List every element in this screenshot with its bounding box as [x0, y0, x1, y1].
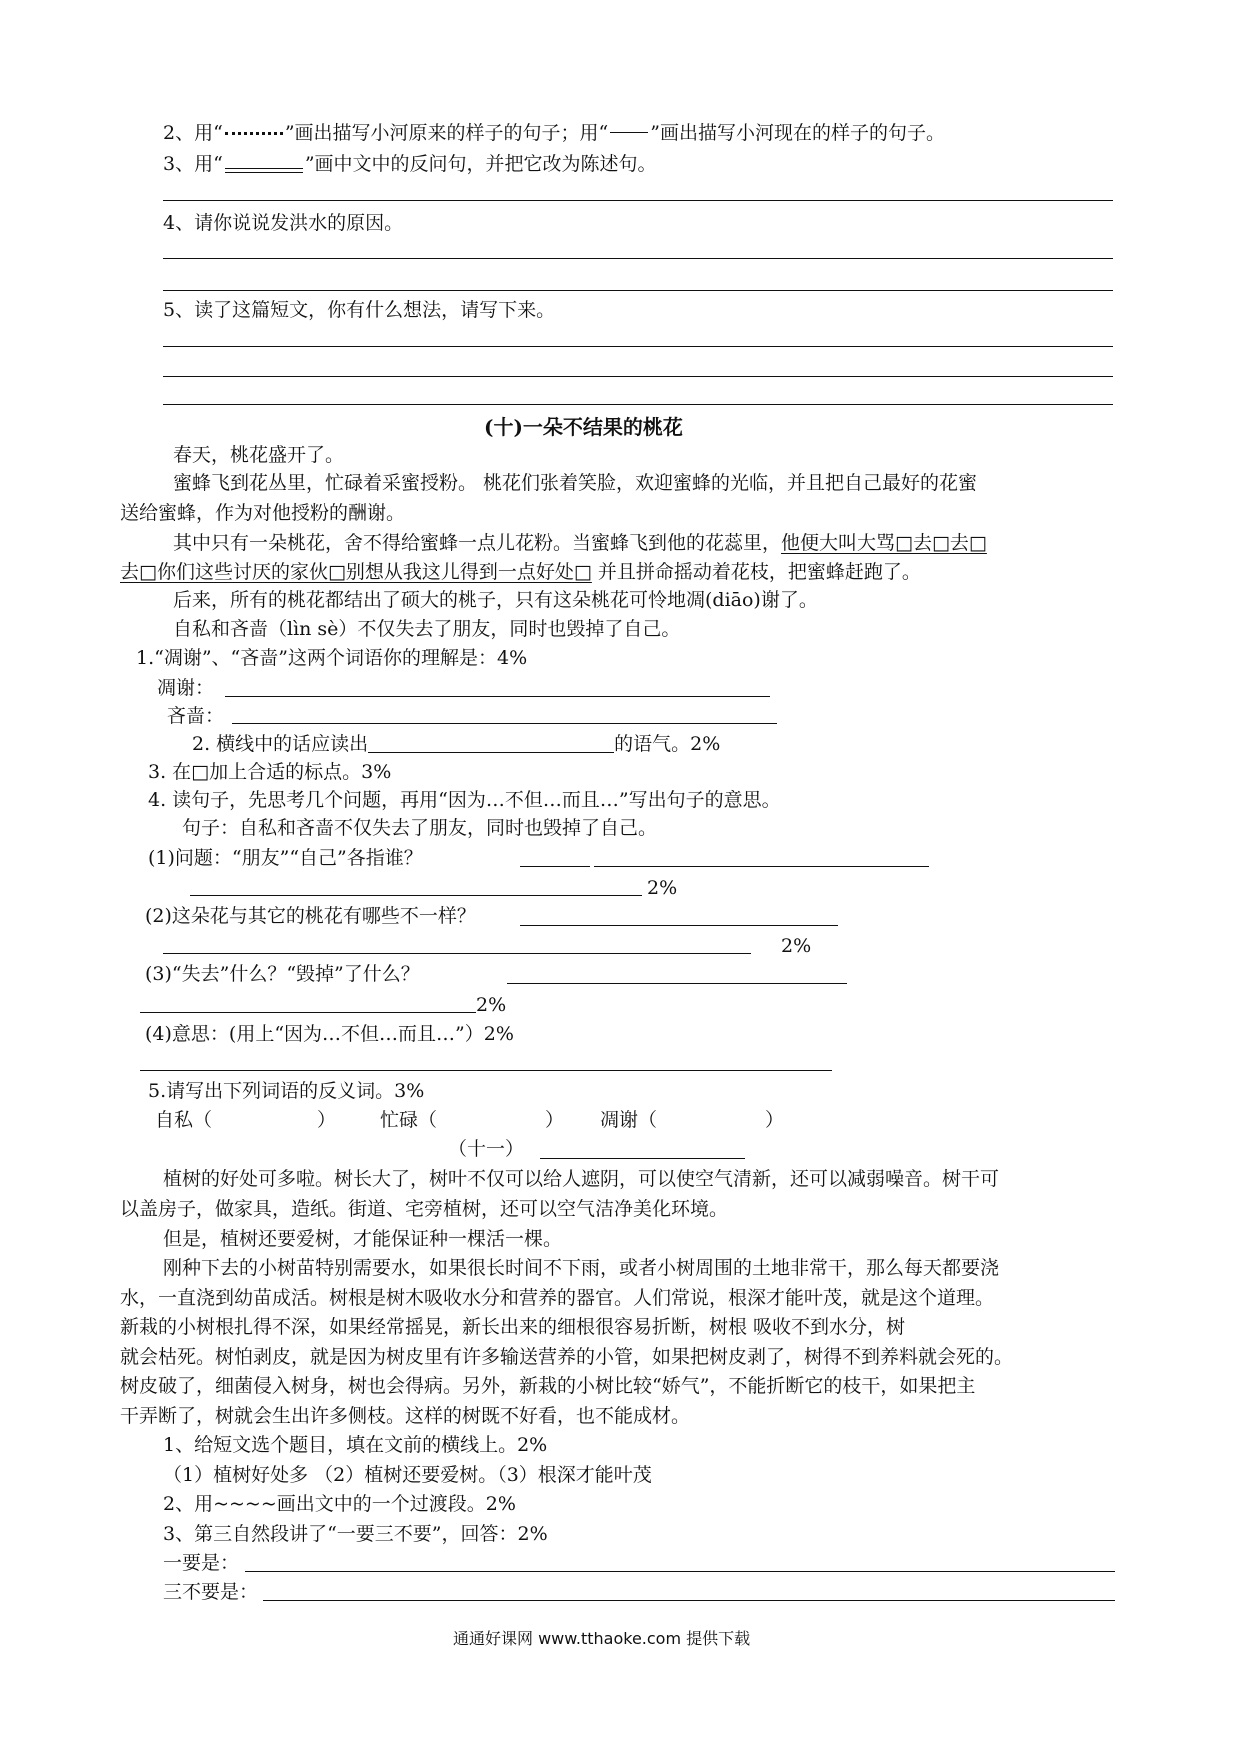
answer-line[interactable] [594, 866, 929, 867]
paragraph: 就会枯死。树怕剥皮，就是因为树皮里有许多输送营养的小管，如果把树皮剥了，树得不到养料就会死的。 [120, 1346, 1014, 1368]
answer-line[interactable] [140, 1070, 832, 1071]
tone-blank[interactable] [368, 732, 614, 753]
s11-question-1: 1、给短文选个题目，填在文前的横线上。2% [163, 1434, 548, 1456]
antonym-item: 忙碌（ ） [380, 1109, 565, 1131]
s11-question-2: 2、用~~~~画出文中的一个过渡段。2% [163, 1493, 516, 1515]
s10-q4-sentence: 句子：自私和吝啬不仅失去了朋友，同时也毁掉了自己。 [182, 817, 658, 839]
s10-q4-2: (2)这朵花与其它的桃花有哪些不一样？ [145, 905, 476, 927]
s10-q4-4: (4)意思：(用上“因为…不但…而且…”）2% [145, 1023, 514, 1045]
wavy-line-mark [225, 122, 283, 135]
answer-line[interactable] [245, 1571, 1115, 1572]
answer-line[interactable] [232, 723, 777, 724]
question-2: 2、用“ ”画出描写小河原来的样子的句子；用“ ”画出描写小河现在的样子的句子。 [163, 122, 945, 144]
question-4: 4、请你说说发洪水的原因。 [163, 212, 404, 234]
antonym-item: 凋谢（ ） [600, 1109, 785, 1131]
answer-line[interactable] [163, 258, 1113, 259]
paragraph: 刚种下去的小树苗特别需要水，如果很长时间不下雨，或者小树周围的土地非常干，那么每天都要浇 [163, 1257, 1000, 1279]
s11-q3-label-a: 一要是： [163, 1552, 240, 1574]
answer-line[interactable] [225, 696, 770, 697]
paragraph: 新栽的小树根扎得不深，如果经常摇晃，新长出来的细根很容易折断，树根 吸收不到水分，树 [120, 1316, 906, 1338]
answer-line[interactable] [163, 290, 1113, 291]
answer-line[interactable] [520, 925, 838, 926]
answer-line[interactable] [263, 1600, 1115, 1601]
answer-line[interactable] [163, 376, 1113, 377]
underlined-sentence: 去□你们这些讨厌的家伙□别想从我这儿得到一点好处□ [120, 561, 592, 583]
antonym-item: 自私（ ） [155, 1109, 337, 1131]
s10-question-2: 2. 横线中的话应读出 的语气。2% [192, 733, 721, 755]
paragraph: 后来，所有的桃花都结出了硕大的桃子，只有这朵桃花可怜地凋(diāo)谢了。 [173, 589, 818, 611]
paragraph: 以盖房子，做家具，造纸。街道、宅旁植树，还可以空气洁净美化环境。 [120, 1198, 729, 1220]
paragraph: 去□你们这些讨厌的家伙□别想从我这儿得到一点好处□ 并且拼命摇动着花枝，把蜜蜂赶跑了。 [120, 561, 921, 583]
answer-line[interactable] [163, 953, 751, 954]
s10-q1-label-b: 吝啬： [167, 705, 225, 727]
answer-line[interactable] [140, 1012, 476, 1013]
answer-line[interactable] [190, 895, 642, 896]
section-10-title: (十)一朵不结果的桃花 [484, 415, 683, 439]
score: 2% [647, 877, 678, 899]
paragraph: 送给蜜蜂，作为对他授粉的酬谢。 [120, 502, 406, 524]
paragraph: 但是，植树还要爱树，才能保证种一棵活一棵。 [163, 1228, 563, 1250]
section-11-title: （十一） [448, 1138, 525, 1160]
s10-q4-1: (1)问题：“朋友”“自己”各指谁？ [148, 847, 423, 869]
s10-question-5: 5.请写出下列词语的反义词。3% [148, 1080, 425, 1102]
double-line-mark [225, 168, 303, 173]
s10-question-1: 1.“凋谢”、“吝啬”这两个词语你的理解是：4% [136, 647, 528, 669]
s11-q1-options: （1）植树好处多 （2）植树还要爱树。（3）根深才能叶茂 [163, 1464, 652, 1486]
answer-line[interactable] [163, 404, 1113, 405]
s10-question-3: 3. 在□加上合适的标点。3% [148, 761, 392, 783]
paragraph: 干弄断了，树就会生出许多侧枝。这样的树既不好看，也不能成材。 [120, 1405, 691, 1427]
paragraph: 春天，桃花盛开了。 [173, 444, 345, 466]
question-3: 3、用“ ”画中文中的反问句，并把它改为陈述句。 [163, 153, 657, 175]
answer-line[interactable] [163, 346, 1113, 347]
s11-q3-label-b: 三不要是： [163, 1581, 259, 1603]
s10-question-4: 4. 读句子，先思考几个问题，再用“因为…不但…而且…”写出句子的意思。 [148, 789, 781, 811]
straight-line-mark [610, 132, 648, 133]
paragraph: 蜜蜂飞到花丛里，忙碌着采蜜授粉。 桃花们张着笑脸，欢迎蜜蜂的光临，并且把自己最好的花蜜 [173, 472, 978, 494]
score: 2% [781, 935, 812, 957]
answer-line[interactable] [520, 866, 590, 867]
paragraph: 自私和吝啬（lìn sè）不仅失去了朋友，同时也毁掉了自己。 [173, 618, 681, 640]
answer-line[interactable] [507, 983, 847, 984]
s11-question-3: 3、第三自然段讲了“一要三不要”，回答：2% [163, 1523, 548, 1545]
underlined-sentence: 他便大叫大骂□去□去□ [781, 532, 987, 554]
s10-q4-3: (3)“失去”什么？“毁掉”了什么？ [145, 963, 420, 985]
score: 2% [476, 994, 507, 1016]
title-blank[interactable] [540, 1158, 745, 1159]
s10-q1-label-a: 凋谢： [157, 677, 215, 699]
paragraph: 其中只有一朵桃花，舍不得给蜜蜂一点儿花粉。当蜜蜂飞到他的花蕊里，他便大叫大骂□去□去□ [173, 532, 987, 554]
paragraph: 水，一直浇到幼苗成活。树根是树木吸收水分和营养的器官。人们常说，根深才能叶茂，就是这个道理。 [120, 1287, 995, 1309]
paragraph: 树皮破了，细菌侵入树身，树也会得病。另外，新栽的小树比较“娇气”，不能折断它的枝干，如果把主 [120, 1375, 976, 1397]
question-5: 5、读了这篇短文，你有什么想法，请写下来。 [163, 299, 556, 321]
answer-line[interactable] [163, 200, 1113, 201]
paragraph: 植树的好处可多啦。树长大了，树叶不仅可以给人遮阴，可以使空气清新，还可以减弱噪音。树干可 [163, 1168, 1000, 1190]
page-footer: 通通好课网 www.tthaoke.com 提供下载 [453, 1629, 751, 1648]
